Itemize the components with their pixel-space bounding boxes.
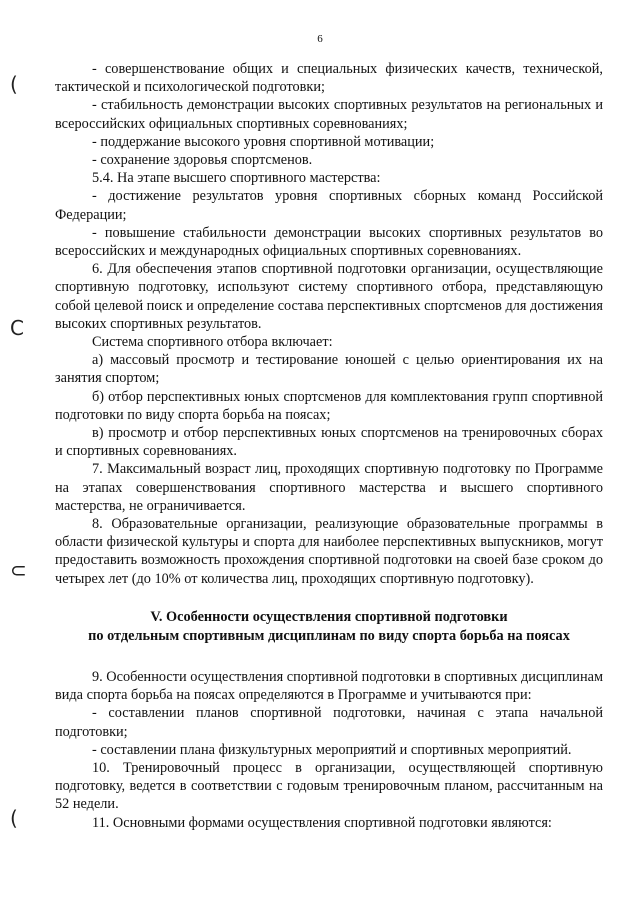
paragraph: - повышение стабильности демонстрации высоких спортивных результатов во всероссийских и международных официальных спортивных соревнованиях.: [55, 224, 603, 260]
paragraph: - достижение результатов уровня спортивных сборных команд Российской Федерации;: [55, 188, 603, 223]
document-body: [55, 60, 603, 832]
page-number: 6: [317, 33, 323, 45]
binding-hole-mark: C: [10, 316, 24, 340]
binding-hole-mark: ⊂: [10, 558, 27, 582]
paragraph: 11. Основными формами осуществления спортивной подготовки являются:: [92, 814, 552, 831]
paragraph: а) массовый просмотр и тестирование юношей с целью ориентирования их на занятия спортом;: [55, 352, 603, 387]
paragraph: - стабильность демонстрации высоких спортивных результатов на региональных и всероссийских официальных спортивных соревнованиях;: [55, 97, 603, 132]
paragraph: - совершенствование общих и специальных физических качеств, технической, тактической и психологической подготовки;: [55, 61, 603, 96]
paragraph: - составлении планов спортивной подготовки, начиная с этапа начальной подготовки;: [55, 705, 603, 740]
paragraph: 6. Для обеспечения этапов спортивной подготовки организации, осуществляющие спортивную подготовку, используют систему спортивного отбора, представляющую собой целевой поиск и определение состава перспективных спортсменов для достижения высоких спортивных результатов.: [55, 261, 603, 332]
binding-hole-mark: (: [10, 72, 18, 96]
paragraph: Система спортивного отбора включает:: [92, 334, 333, 351]
paragraph: - составлении плана физкультурных мероприятий и спортивных мероприятий.: [92, 741, 572, 758]
paragraph: 7. Максимальный возраст лиц, проходящих спортивную подготовку по Программе на этапах совершенствования спортивного мастерства и высшего спортивного мастерства, не ограничивается.: [55, 461, 603, 514]
paragraph: в) просмотр и отбор перспективных юных спортсменов на тренировочных сборах и спортивных соревнованиях.: [55, 425, 603, 460]
section-heading-line2: по отдельным спортивным дисциплинам по виду спорта борьба на поясах: [88, 627, 570, 644]
section-heading-line1: V. Особенности осуществления спортивной подготовки: [150, 608, 508, 625]
paragraph: б) отбор перспективных юных спортсменов для комплектования групп спортивной подготовки по виду спорта борьба на поясах;: [55, 388, 603, 423]
section-heading: [55, 608, 603, 646]
paragraph: - сохранение здоровья спортсменов.: [92, 152, 313, 169]
paragraph: 10. Тренировочный процесс в организации, осуществляющей спортивную подготовку, ведется в соответствии с годовым тренировочным планом, рассчитанным на 52 недели.: [55, 759, 603, 813]
paragraph: - поддержание высокого уровня спортивной мотивации;: [92, 133, 435, 150]
paragraph: 9. Особенности осуществления спортивной подготовки в спортивных дисциплинам вида спорта борьба на поясах определяются в Программе и учитываются при:: [55, 668, 603, 704]
paragraph: 8. Образовательные организации, реализующие образовательные программы в области физической культуры и спорта для наиболее перспективных выпускников, могут предоставить возможность прохождения спортивной подготовки на своей базе сроком до четырех лет (до 10% от количества лиц, проходящих спортивную подготовку).: [55, 516, 603, 587]
binding-hole-mark: (: [10, 806, 18, 830]
paragraph: 5.4. На этапе высшего спортивного мастерства:: [92, 170, 381, 187]
